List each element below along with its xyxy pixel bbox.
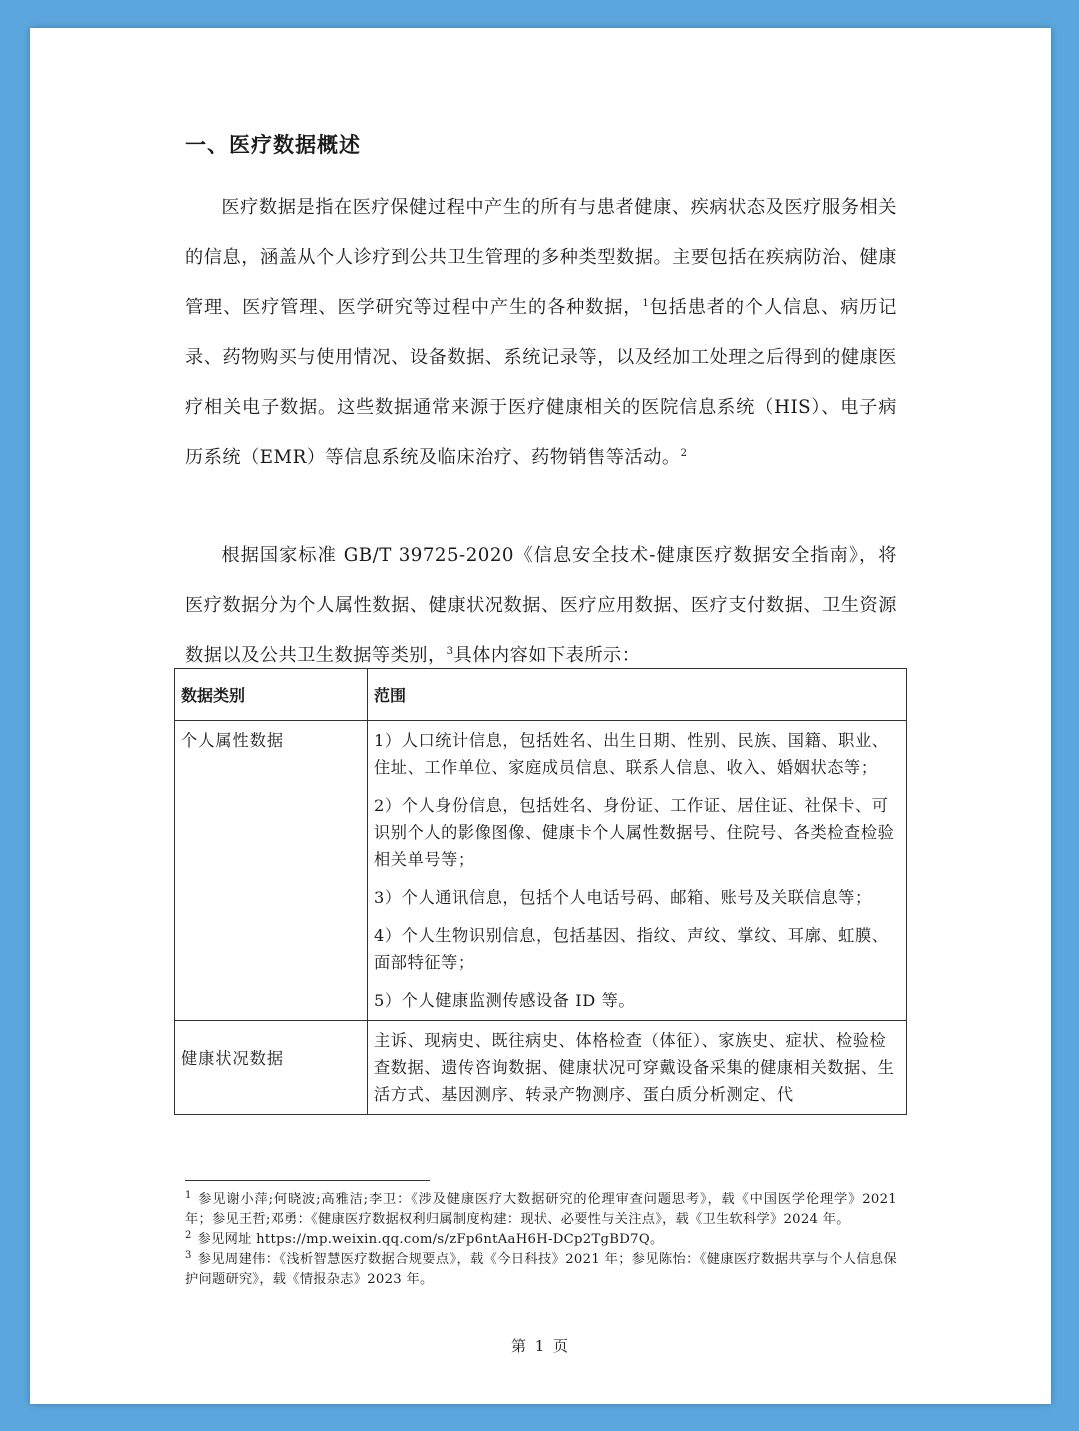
footnote-text: 参见周建伟：《浅析智慧医疗数据合规要点》，载《今日科技》2021 年；参见陈怡：《健康医疗数据共享与个人信息保护问题研究》，载《情报杂志》2023 年。 (185, 1252, 897, 1287)
row-scope-health (368, 1021, 907, 1115)
footnote-2 (185, 1230, 897, 1250)
header-category: 数据类别 (175, 669, 368, 721)
row-category-health: 健康状况数据 (175, 1021, 368, 1115)
scope-item: 4）个人生物识别信息，包括基因、指纹、声纹、掌纹、耳廓、虹膜、面部特征等； (374, 926, 889, 972)
paragraph-overview-part2: 包括患者的个人信息、病历记录、药物购买与使用情况、设备数据、系统记录等，以及经加工处理之后得到的健康医疗相关电子数据。这些数据通常来源于医疗健康相关的医院信息系统（HIS）、电子病历系统（EMR）等信息系统及临床治疗、药物销售等活动。 (185, 297, 897, 468)
section-heading: 一、医疗数据概述 (185, 133, 361, 157)
footnote-num: 2 (185, 1229, 192, 1241)
footnote-1 (185, 1190, 897, 1230)
data-category-table (174, 668, 907, 1115)
scope-item: 主诉、现病史、既往病史、体格检查（体征）、家族史、症状、检验检查数据、遗传咨询数据、健康状况可穿戴设备采集的健康相关数据、生活方式、基因测序、转录产物测序、蛋白质分析测定、代 (374, 1031, 895, 1104)
paragraph-classification (185, 531, 897, 681)
footnote-3 (185, 1250, 897, 1290)
footnote-num: 3 (185, 1249, 192, 1261)
paragraph-overview (185, 183, 897, 483)
scope-item: 3）个人通讯信息，包括个人电话号码、邮箱、账号及关联信息等； (374, 888, 872, 907)
table-row (175, 1021, 907, 1115)
footnote-ref-1[interactable]: 1 (642, 297, 650, 309)
footnote-divider (185, 1180, 430, 1181)
scope-item: 2）个人身份信息，包括姓名、身份证、工作证、居住证、社保卡、可识别个人的影像图像、健康卡个人属性数据号、住院号、各类检查检验相关单号等； (374, 796, 895, 869)
header-scope: 范围 (368, 669, 907, 721)
paragraph-classification-part1: 根据国家标准 GB/T 39725-2020《信息安全技术-健康医疗数据安全指南》，将医疗数据分为个人属性数据、健康状况数据、医疗应用数据、医疗支付数据、卫生资源数据以及公共卫生数据等类别， (185, 545, 897, 666)
row-category-personal: 个人属性数据 (175, 721, 368, 1021)
table-header-row (175, 669, 907, 721)
table-row (175, 721, 907, 1021)
paragraph-overview-part1: 医疗数据是指在医疗保健过程中产生的所有与患者健康、疾病状态及医疗服务相关的信息，涵盖从个人诊疗到公共卫生管理的多种类型数据。主要包括在疾病防治、健康管理、医疗管理、医学研究等过程中产生的各种数据， (185, 197, 897, 318)
footnotes (185, 1190, 897, 1290)
document-page (30, 28, 1051, 1404)
footnote-num: 1 (185, 1189, 192, 1201)
footnote-text: 参见网址 https://mp.weixin.qq.com/s/zFp6ntAaH6H-DCp2TgBD7Q。 (197, 1232, 664, 1247)
scope-item: 1）人口统计信息，包括姓名、出生日期、性别、民族、国籍、职业、住址、工作单位、家庭成员信息、联系人信息、收入、婚姻状态等； (374, 731, 889, 777)
scope-item: 5）个人健康监测传感设备 ID 等。 (374, 991, 636, 1010)
paragraph-classification-part2: 具体内容如下表所示： (453, 645, 641, 666)
footnote-ref-2[interactable]: 2 (680, 447, 688, 459)
footnote-ref-3[interactable]: 3 (446, 645, 454, 657)
row-scope-personal (368, 721, 907, 1021)
page-number: 第 1 页 (510, 1337, 571, 1355)
footnote-text: 参见谢小萍;何晓波;高雅洁;李卫：《涉及健康医疗大数据研究的伦理审查问题思考》，载《中国医学伦理学》2021 年；参见王哲;邓勇：《健康医疗数据权利归属制度构建：现状、必要性与关注点》，载《卫生软科学》2024 年。 (185, 1192, 897, 1227)
